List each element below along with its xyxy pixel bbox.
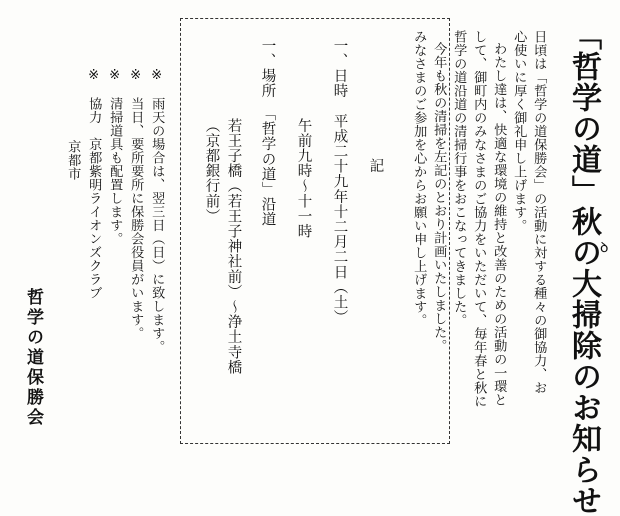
note-cooperation: ※ 協力 京都紫明ライオンズクラブ (86, 68, 102, 300)
notice-heading: 記 (367, 158, 384, 174)
notice-place: 一、場所 「哲学の道」沿道 (259, 38, 276, 228)
intro-line-7: みなさまのご参加を心からお願い申し上げます。 (411, 30, 427, 327)
corner-mark: ꝺ (600, 240, 609, 256)
intro-line-1: 日頃は「哲学の道保勝会」の活動に対する種々の御協力、お (531, 30, 547, 395)
notice-bank: （京都銀行前） (203, 118, 220, 224)
intro-line-5: 哲学の道沿道の清掃行事をおこなってきました。 (451, 30, 467, 327)
notice-box (180, 18, 450, 444)
intro-line-6: 今年も秋の清掃を左記のとおり計画いたしました。 (431, 42, 447, 353)
intro-line-4: して、御町内のみなさまのご協力をいただいて、毎年春と秋に (471, 30, 487, 408)
note-rain: ※ 雨天の場合は、翌三日（日）に致します。 (149, 68, 165, 354)
notice-date: 一、日時 平成二十九年十二月二日（土） (331, 38, 348, 325)
notice-route: 若王子橋（若王子神社前）～浄土寺橋 (225, 118, 242, 375)
note-staff: ※ 当日、要所要所に保勝会役員がいます。 (128, 68, 144, 340)
intro-line-2: 心使いに厚く御礼申し上げます。 (511, 30, 527, 233)
organization-name: 哲学の道保勝会 (23, 288, 43, 428)
note-tools: ※ 清掃道具も配置します。 (107, 68, 123, 246)
page-title: 「哲学の道」秋の大掃除のお知らせ (566, 20, 601, 516)
intro-line-3: わたし達は、快適な環境の維持と改善のための活動の一環と (491, 42, 507, 407)
note-city: 京都市 (65, 140, 81, 181)
notice-time: 午前九時～十一時 (295, 118, 312, 239)
